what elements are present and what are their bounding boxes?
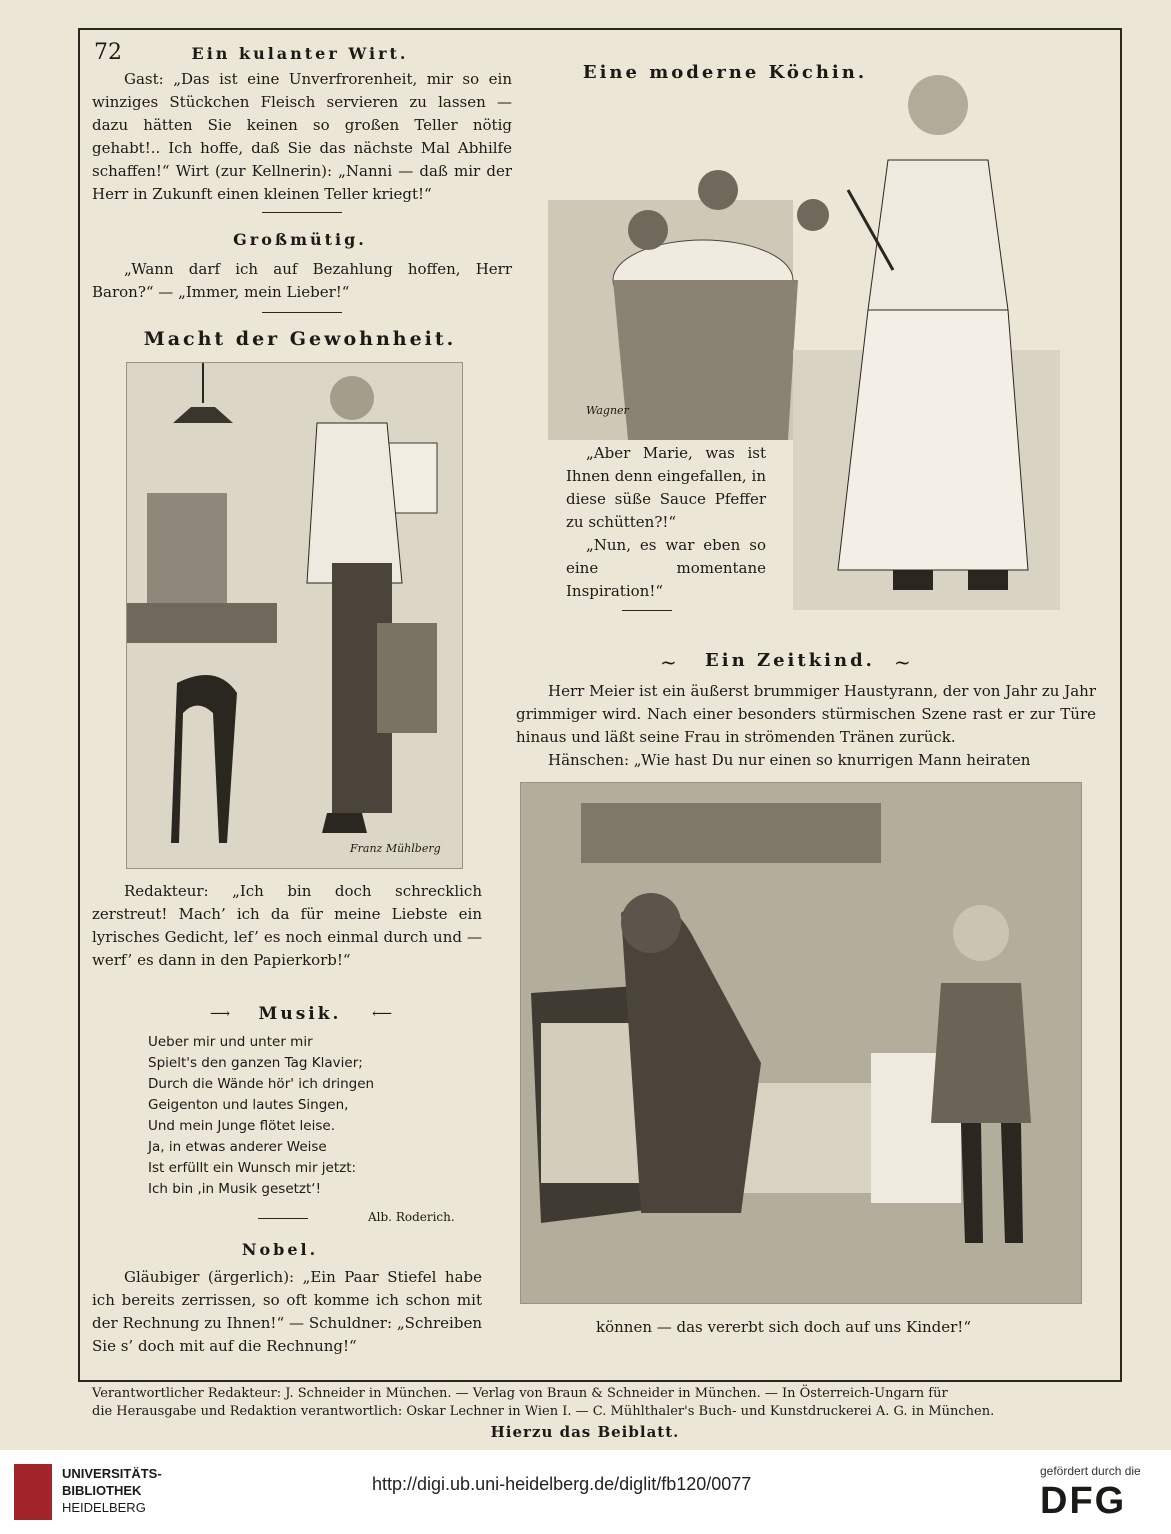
ornament-right: ⟵	[372, 1006, 393, 1022]
flourish-right: ~	[894, 650, 911, 674]
illustrator-signature: Wagner	[586, 404, 629, 417]
story-text: Gläubiger (ärgerlich): „Ein Paar Stiefel habe ich bereits zerrissen, so oft komme ich schon mit der Rechnung zu Ihnen!“ — Schuldner: „Schreiben Sie s’ doch mit auf die Rechnung!“	[92, 1268, 482, 1355]
story-title: Musik.	[258, 1004, 342, 1024]
story-title: Großmütig.	[233, 230, 367, 249]
library-name: BIBLIOTHEK	[62, 1483, 142, 1498]
imprint-line: Verantwortlicher Redakteur: J. Schneider in München. — Verlag von Braun & Schneider in München. — In Österreich-Ungarn für	[92, 1386, 948, 1401]
page-number: 72	[94, 40, 122, 65]
illustration-editor	[126, 362, 463, 869]
story-text: Hänschen: „Wie hast Du nur einen so knurrigen Mann heiraten	[548, 751, 1031, 769]
illustration-mother-boy	[520, 782, 1082, 1304]
story-text: Herr Meier ist ein äußerst brummiger Haustyrann, der von Jahr zu Jahr grimmiger wird. Nach einer besonders stürmischen Szene rast er zur Türe hinaus und läßt seine Frau in strömenden Tränen zurück.	[516, 682, 1096, 746]
divider	[262, 312, 342, 313]
story-title: Macht der Gewohnheit.	[143, 328, 457, 350]
story-text: Gast: „Das ist eine Unverfrorenheit, mir so ein winziges Stückchen Fleisch servieren zu lassen — dazu hätten Sie keinen so großen Teller nötig gehabt!.. Ich hoffe, daß Sie das nächste Mal Abhilfe schaffen!“ Wirt (zur Kellnerin): „Nanni — daß mir der Herr in Zukunft einen kleinen Teller kriegt!“	[92, 70, 512, 203]
poem-line: Und mein Junge flötet leise.	[148, 1118, 335, 1134]
library-footer	[0, 1450, 1171, 1534]
imprint-supplement: Hierzu das Beiblatt.	[490, 1423, 680, 1441]
divider	[622, 610, 672, 611]
ornament-left: ⟶	[210, 1006, 231, 1022]
poem-line: Geigenton und lautes Singen,	[148, 1097, 349, 1113]
story-title: Eine moderne Köchin.	[582, 62, 868, 83]
poem-line: Ueber mir und unter mir	[148, 1034, 313, 1050]
illustration-caption: Redakteur: „Ich bin doch schrecklich zerstreut! Mach’ ich da für meine Liebste ein lyrisches Gedicht, lef’ es noch einmal durch und — werf’ es dann in den Papierkorb!“	[92, 882, 482, 969]
divider	[258, 1218, 308, 1219]
editor-drawing	[127, 363, 462, 868]
story-title: Ein kulanter Wirt.	[191, 44, 409, 63]
caption-question: „Aber Marie, was ist Ihnen denn eingefallen, in diese süße Sauce Pfeffer zu schütten?!“	[566, 444, 766, 531]
illustration-caption: können — das vererbt sich doch auf uns Kinder!“	[596, 1318, 971, 1336]
funding-note: gefördert durch die	[1040, 1464, 1141, 1478]
poem-line: Durch die Wände hör' ich dringen	[148, 1076, 375, 1092]
poem-line: Spielt's den ganzen Tag Klavier;	[148, 1055, 363, 1071]
dfg-logo: DFG	[1040, 1480, 1127, 1522]
illustrator-signature: Franz Mühlberg	[350, 842, 441, 855]
library-name: UNIVERSITÄTS-	[62, 1466, 162, 1481]
poem	[148, 1032, 478, 1200]
library-logo-icon	[14, 1464, 52, 1520]
story-text: „Wann darf ich auf Bezahlung hoffen, Herr Baron?“ — „Immer, mein Lieber!“	[92, 260, 512, 301]
caption-answer: „Nun, es war eben so eine momentane Inspiration!“	[566, 536, 766, 600]
mother-boy-drawing	[521, 783, 1081, 1303]
poem-author: Alb. Roderich.	[368, 1210, 455, 1224]
flourish-left: ~	[660, 650, 677, 674]
library-name: HEIDELBERG	[62, 1500, 146, 1515]
imprint-line: die Herausgabe und Redaktion verantwortlich: Oskar Lechner in Wien I. — C. Mühlthaler's Buch- und Kunstdruckerei A. G. in München.	[92, 1404, 995, 1419]
story-title: Ein Zeitkind.	[705, 650, 875, 671]
source-url-link[interactable]: http://digi.ub.uni-heidelberg.de/diglit/fb120/0077	[372, 1474, 752, 1494]
story-title: Nobel.	[241, 1240, 319, 1259]
poem-line: Ist erfüllt ein Wunsch mir jetzt:	[148, 1160, 357, 1176]
divider	[262, 212, 342, 213]
poem-line: Ja, in etwas anderer Weise	[148, 1139, 327, 1155]
poem-line: Ich bin ‚in Musik gesetzt‘!	[148, 1181, 321, 1197]
